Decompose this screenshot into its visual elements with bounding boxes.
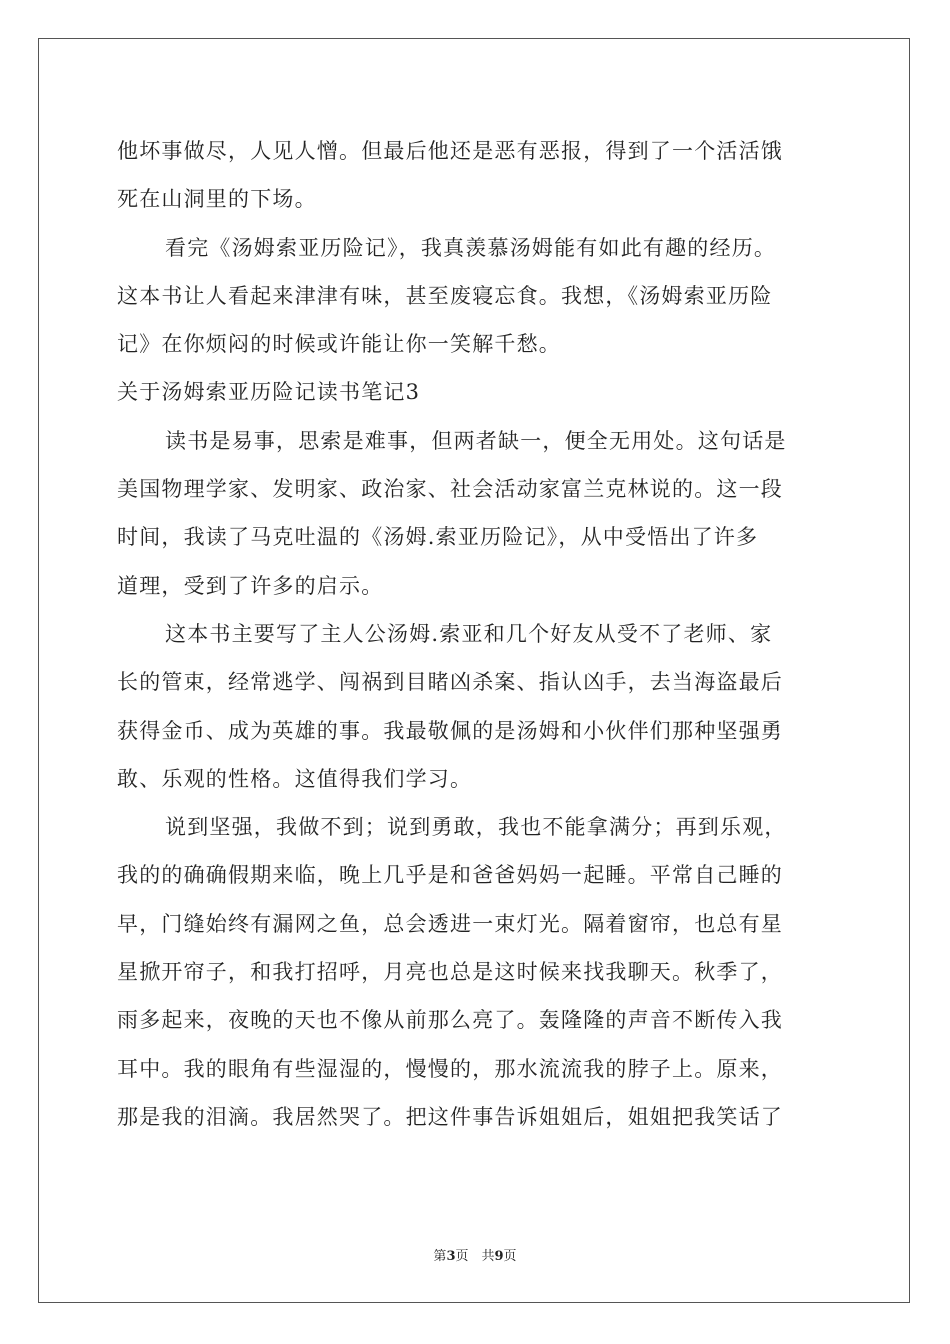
paragraph (117, 610, 835, 803)
text-line: 敢、乐观的性格。这值得我们学习。 (117, 766, 473, 791)
text-line: 星掀开帘子，和我打招呼，月亮也总是这时候来找我聊天。秋季了， (117, 960, 783, 985)
text-line: 雨多起来，夜晚的天也不像从前那么亮了。轰隆隆的声音不断传入我 (117, 1008, 783, 1033)
page-suffix: 页 (503, 1249, 517, 1264)
paragraph (117, 224, 835, 369)
paragraph (117, 803, 835, 1141)
document-body (117, 127, 835, 1141)
current-page-number: 3 (446, 1249, 456, 1264)
text-line: 死在山洞里的下场。 (117, 187, 317, 212)
text-line: 我的的确确假期来临，晚上几乎是和爸爸妈妈一起睡。平常自己睡的 (117, 863, 783, 888)
text-line: 长的管束，经常逃学、闯祸到目睹凶杀案、指认凶手，去当海盗最后 (117, 670, 783, 695)
text-line: 早，门缝始终有漏网之鱼，总会透进一束灯光。隔着窗帘，也总有星 (117, 911, 783, 936)
paragraph (117, 368, 835, 416)
text-line: 那是我的泪滴。我居然哭了。把这件事告诉姐姐后，姐姐把我笑话了 (117, 1104, 783, 1129)
text-line: 这本书让人看起来津津有味，甚至废寝忘食。我想，《汤姆索亚历险 (117, 283, 773, 308)
text-line: 这本书主要写了主人公汤姆.索亚和几个好友从受不了老师、家 (165, 621, 773, 646)
text-line: 耳中。我的眼角有些湿湿的，慢慢的，那水流流我的脖子上。原来， (117, 1056, 783, 1081)
text-line: 看完《汤姆索亚历险记》，我真羡慕汤姆能有如此有趣的经历。 (165, 235, 777, 260)
text-line: 时间，我读了马克吐温的《汤姆.索亚历险记》，从中受悟出了许多 (117, 525, 759, 550)
text-line: 他坏事做尽，人见人憎。但最后他还是恶有恶报，得到了一个活活饿 (117, 139, 783, 163)
text-line: 读书是易事，思索是难事，但两者缺一，便全无用处。这句话是 (165, 428, 787, 453)
text-line: 关于汤姆索亚历险记读书笔记3 (117, 380, 421, 405)
paragraph (117, 127, 835, 224)
text-line: 道理，受到了许多的启示。 (117, 573, 384, 598)
text-line: 美国物理学家、发明家、政治家、社会活动家富兰克林说的。这一段 (117, 477, 783, 502)
total-page-number: 9 (494, 1249, 504, 1264)
text-line: 说到坚强，我做不到；说到勇敢，我也不能拿满分；再到乐观， (165, 815, 787, 840)
page-footer (0, 1245, 950, 1264)
text-line: 记》在你烦闷的时候或许能让你一笑解千愁。 (117, 332, 561, 357)
page-prefix: 第 (433, 1249, 447, 1264)
text-line: 获得金币、成为英雄的事。我最敬佩的是汤姆和小伙伴们那种坚强勇 (117, 718, 783, 743)
page-mid: 页 共 (455, 1249, 495, 1264)
paragraph (117, 417, 835, 610)
